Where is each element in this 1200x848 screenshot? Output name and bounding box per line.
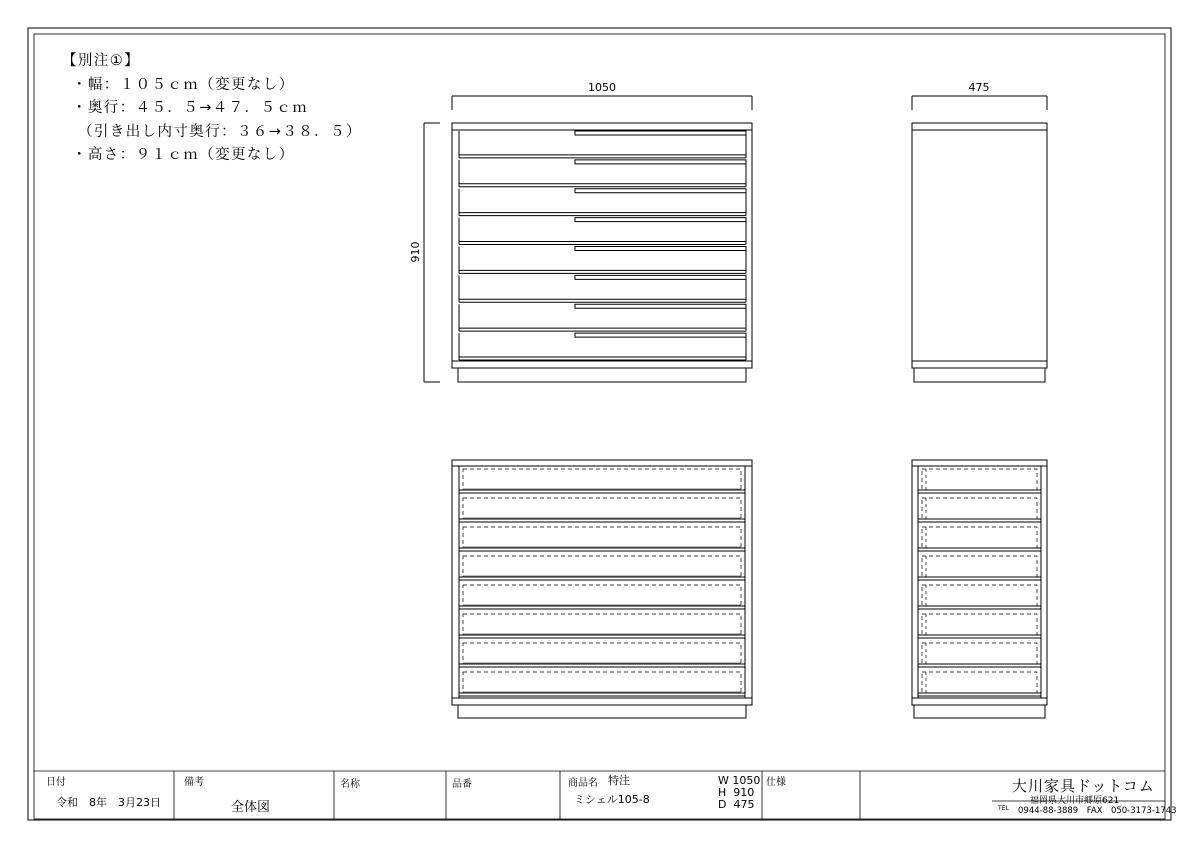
drawer-front bbox=[459, 333, 746, 360]
drawer-side-section bbox=[918, 556, 1041, 580]
drawer-side-section bbox=[918, 498, 1041, 522]
drawer-front bbox=[459, 304, 746, 331]
company-name: 大川家具ドットコム bbox=[1012, 777, 1155, 795]
front-section-plinth bbox=[458, 705, 746, 718]
drawer-handle bbox=[575, 131, 746, 135]
size-height: H 910 bbox=[718, 786, 755, 799]
date-value: 令和 8年 3月23日 bbox=[56, 796, 161, 809]
depth-dim-label: 475 bbox=[968, 81, 990, 94]
drawer-front bbox=[459, 218, 746, 245]
drawer-handle bbox=[575, 333, 746, 337]
drawer-section bbox=[459, 672, 745, 696]
drawer-section bbox=[459, 585, 745, 609]
drawer-section bbox=[459, 643, 745, 667]
front-plinth bbox=[458, 368, 746, 382]
note-width: ・幅：１０５ｃｍ（変更なし） bbox=[72, 76, 295, 93]
company-phone: 0944-88-3889 FAX 050-3173-1743 bbox=[1018, 806, 1177, 816]
drawer-handle bbox=[575, 218, 746, 222]
drawer-handle bbox=[575, 275, 746, 279]
name-label: 名称 bbox=[340, 779, 360, 790]
size-width: W 1050 bbox=[718, 774, 761, 787]
special-order-tag: 特注 bbox=[608, 774, 630, 787]
drawer-front bbox=[459, 247, 746, 274]
drawer-side-section bbox=[918, 672, 1041, 696]
drawer-front bbox=[459, 160, 746, 187]
remarks-label: 備考 bbox=[184, 777, 204, 788]
drawer-front bbox=[459, 189, 746, 216]
tel-label: TEL bbox=[998, 805, 1009, 812]
side-outline bbox=[912, 123, 1047, 368]
side-view bbox=[912, 96, 1047, 382]
special-order-notes bbox=[62, 50, 362, 168]
spec-label: 仕様 bbox=[766, 777, 786, 788]
front-view bbox=[424, 96, 752, 382]
drawer-handle bbox=[575, 247, 746, 251]
drawer-section bbox=[459, 614, 745, 638]
part-number-label: 品番 bbox=[452, 779, 472, 790]
front-section-drawers bbox=[459, 469, 745, 696]
drawer-handle bbox=[575, 304, 746, 308]
note-depth: ・奥行：４５．５→４７．５ｃｍ bbox=[72, 100, 309, 116]
drawer-handle bbox=[575, 160, 746, 164]
side-section-view bbox=[912, 460, 1047, 718]
height-dim-label: 910 bbox=[409, 241, 422, 263]
drawer-front bbox=[459, 275, 746, 302]
drawer-section bbox=[459, 556, 745, 580]
side-section-drawers bbox=[918, 469, 1041, 696]
notes-title: 【別注①】 bbox=[62, 53, 140, 69]
note-drawer-depth: （引き出し内寸奥行：３６→３８．５） bbox=[78, 123, 362, 140]
product-name-label: 商品名 bbox=[568, 778, 598, 789]
date-label: 日付 bbox=[46, 777, 66, 788]
front-section-outline bbox=[452, 460, 752, 705]
remarks-value: 全体図 bbox=[231, 800, 271, 815]
side-section-outline bbox=[912, 460, 1047, 705]
drawer-front bbox=[459, 131, 746, 158]
note-height: ・高さ：９１ｃｍ（変更なし） bbox=[72, 147, 295, 163]
drawer-side-section bbox=[918, 469, 1041, 493]
side-section-plinth bbox=[914, 705, 1045, 718]
front-section-view bbox=[452, 460, 752, 718]
drawer-side-section bbox=[918, 527, 1041, 551]
company-address: 福岡県大川市郷原621 bbox=[1030, 796, 1120, 806]
drawer-side-section bbox=[918, 585, 1041, 609]
drawer-side-section bbox=[918, 643, 1041, 667]
size-depth: D 475 bbox=[718, 798, 755, 811]
front-drawers bbox=[459, 131, 746, 360]
drawer-section bbox=[459, 527, 745, 551]
drawer-section bbox=[459, 498, 745, 522]
side-plinth bbox=[914, 368, 1045, 382]
width-dim-label: 1050 bbox=[588, 81, 616, 94]
drawer-handle bbox=[575, 189, 746, 193]
drawer-section bbox=[459, 469, 745, 493]
product-name-value: ミシェル105-8 bbox=[574, 793, 650, 806]
drawer-side-section bbox=[918, 614, 1041, 638]
